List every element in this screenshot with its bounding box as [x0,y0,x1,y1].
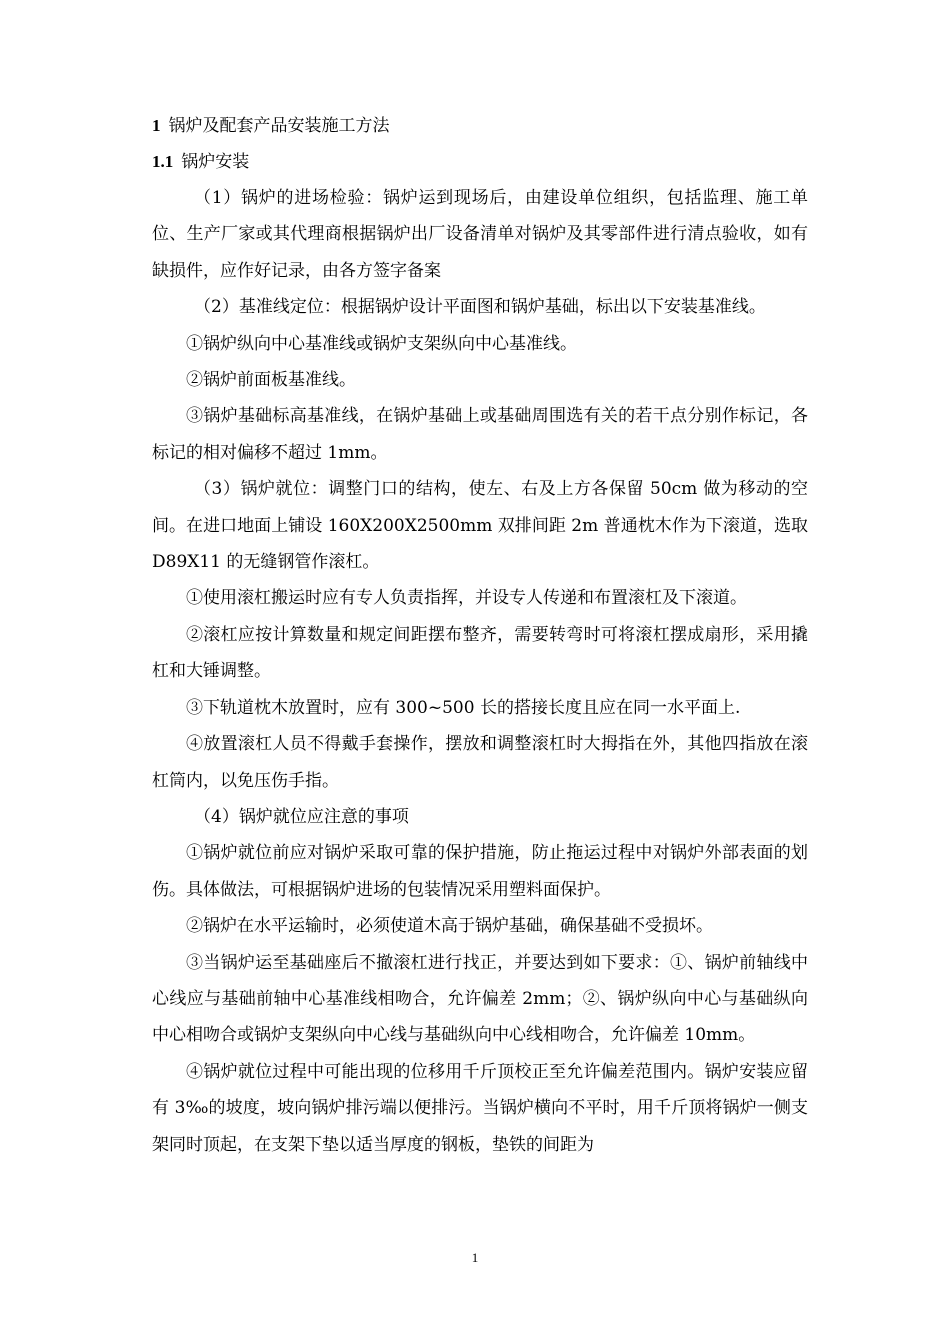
page-number: 1 [471,1250,479,1265]
subsection-title: 锅炉安装 [181,152,250,172]
subsection-heading [152,144,808,180]
document-body [152,108,808,1163]
paragraph: ②锅炉前面板基准线。 [186,370,356,391]
paragraph: ④放置滚杠人员不得戴手套操作，摆放和调整滚杠时大拇指在外，其他四指放在滚杠筒内，以免压伤手指。 [152,734,808,791]
paragraph: ①锅炉纵向中心基准线或锅炉支架纵向中心基准线。 [186,333,577,354]
section-title: 锅炉及配套产品安装施工方法 [168,116,390,136]
paragraph: ④锅炉就位过程中可能出现的位移用千斤顶校正至允许偏差范围内。锅炉安装应留有 3‰的坡度，坡向锅炉排污端以便排污。当锅炉横向不平时，用千斤顶将锅炉一侧支架同时顶起，在支架下垫以适当厚度的钢板，垫铁的间距为 [152,1061,808,1155]
paragraph: ①锅炉就位前应对锅炉采取可靠的保护措施，防止拖运过程中对锅炉外部表面的划伤。具体做法，可根据锅炉进场的包装情况采用塑料面保护。 [152,843,808,900]
paragraph: ③锅炉基础标高基准线，在锅炉基础上或基础周围选有关的若干点分别作标记，各标记的相对偏移不超过 1mm。 [152,406,808,463]
paragraph: （2）基准线定位：根据锅炉设计平面图和锅炉基础，标出以下安装基准线。 [194,297,766,318]
paragraph: （3）锅炉就位：调整门口的结构，使左、右及上方各保留 50cm 做为移动的空间。在进口地面上铺设 160X200X2500mm 双排间距 2m 普通枕木作为下滚道，选取 D89X11 的无缝钢管作滚杠。 [152,479,808,573]
section-number: 1 [152,116,161,135]
paragraph: ②滚杠应按计算数量和规定间距摆布整齐，需要转弯时可将滚杠摆成扇形，采用撬杠和大锤调整。 [152,624,808,682]
section-heading [152,108,808,144]
paragraph: （4）锅炉就位应注意的事项 [194,806,409,827]
subsection-number: 1.1 [152,152,174,171]
paragraph: （1）锅炉的进场检验：锅炉运到现场后，由建设单位组织，包括监理、施工单位、生产厂家或其代理商根据锅炉出厂设备清单对锅炉及其零部件进行清点验收，如有缺损件，应作好记录，由各方签字备案 [152,188,808,281]
paragraph: ①使用滚杠搬运时应有专人负责指挥，并设专人传递和布置滚杠及下滚道。 [186,588,747,609]
paragraph: ③当锅炉运至基础座后不撤滚杠进行找正，并要达到如下要求：①、锅炉前轴线中心线应与基础前轴中心基准线相吻合，允许偏差 2mm；②、锅炉纵向中心与基础纵向中心相吻合或锅炉支架纵向中心线与基础纵向中心线相吻合，允许偏差 10mm。 [152,952,808,1046]
paragraph: ③下轨道枕木放置时，应有 300~500 长的搭接长度且应在同一水平面上. [186,697,741,718]
paragraph: ②锅炉在水平运输时，必须使道木高于锅炉基础，确保基础不受损坏。 [186,916,713,937]
